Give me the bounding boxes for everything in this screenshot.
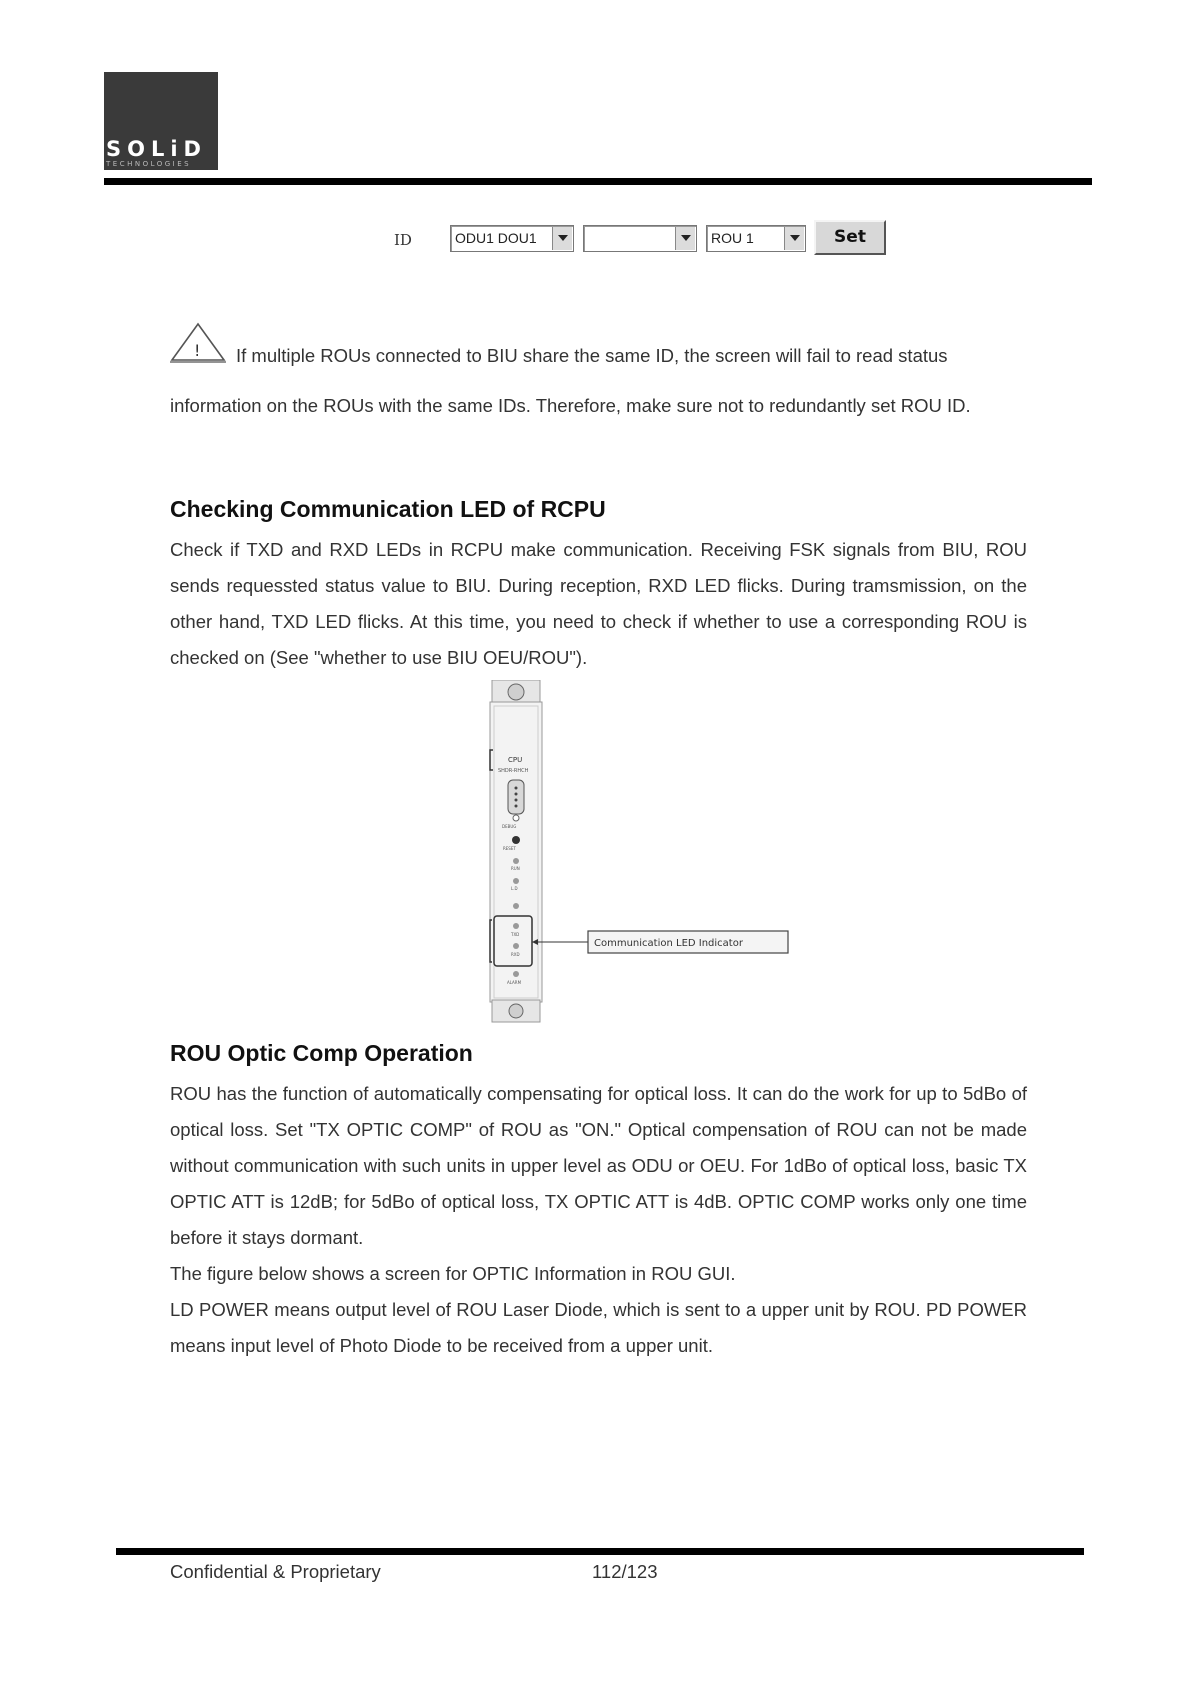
rcpu-module-figure bbox=[480, 680, 800, 1025]
chevron-down-icon[interactable] bbox=[784, 227, 804, 250]
rou-id-value: ROU 1 bbox=[711, 230, 754, 246]
oeu-id-select[interactable] bbox=[583, 225, 697, 252]
section-heading-optic-comp: ROU Optic Comp Operation bbox=[170, 1040, 473, 1066]
id-label: ID bbox=[394, 231, 412, 249]
module-model: SHDR-RHCH bbox=[498, 768, 529, 774]
section-heading-rcpu-led: Checking Communication LED of RCPU bbox=[170, 496, 606, 522]
warning-text-line1: If multiple ROUs connected to BIU share the same ID, the screen will fail to read status bbox=[236, 345, 948, 366]
rou-id-select[interactable] bbox=[706, 225, 806, 252]
ld-pd-description: LD POWER means output level of ROU Laser Diode, which is sent to a upper unit by ROU. PD POWER means input level of Photo Diode to be received from a upper unit. bbox=[170, 1299, 1027, 1356]
chevron-down-icon[interactable] bbox=[552, 227, 572, 250]
logo-subtitle: TECHNOLOGIES bbox=[106, 160, 192, 168]
chevron-down-icon[interactable] bbox=[675, 227, 695, 250]
figure-note: The figure below shows a screen for OPTIC Information in ROU GUI. bbox=[170, 1263, 736, 1284]
set-button[interactable]: Set bbox=[814, 220, 886, 255]
page-number: 112/123 bbox=[592, 1561, 658, 1582]
section-body-rcpu-led: Check if TXD and RXD LEDs in RCPU make communication. Receiving FSK signals from BIU, ROU sends requessted status value to BIU. During reception, RXD LED flicks. During tramsmission, on the other hand, TXD LED flicks. At this time, you need to check if whether to use a corresponding ROU is checked on (See "whether to use BIU OEU/ROU"). bbox=[170, 539, 1027, 668]
reset-label: RESET bbox=[503, 846, 516, 851]
debug-label: DEBUG bbox=[502, 824, 517, 829]
txd-led bbox=[513, 923, 519, 929]
callout-label: Communication LED Indicator bbox=[594, 938, 743, 949]
warning-text-line2: information on the ROUs with the same IDs. Therefore, make sure not to redundantly set ROU ID. bbox=[170, 395, 971, 416]
led-label-rxd: RXD bbox=[511, 952, 520, 957]
warning-triangle-icon bbox=[170, 322, 226, 364]
odu-id-value: ODU1 DOU1 bbox=[455, 230, 537, 246]
footer-confidential: Confidential & Proprietary bbox=[170, 1561, 381, 1582]
module-title: CPU bbox=[508, 756, 523, 764]
svg-text:!: ! bbox=[194, 341, 201, 360]
logo-wordmark: SOLiD bbox=[106, 137, 207, 161]
led-label-txd: TXD bbox=[511, 932, 520, 937]
footer-rule bbox=[116, 1548, 1084, 1555]
section-body-optic-comp: ROU has the function of automatically compensating for optical loss. It can do the work for up to 5dBo of optical loss. Set "TX OPTIC COMP" of ROU as "ON." Optical compensation of ROU can not be made without communication with such units in upper level as ODU or OEU. For 1dBo of optical loss, basic TX OPTIC ATT is 12dB; for 5dBo of optical loss, TX OPTIC ATT is 4dB. OPTIC COMP works only one time before it stays dormant. bbox=[170, 1083, 1027, 1248]
header-rule bbox=[104, 178, 1092, 185]
rxd-led bbox=[513, 943, 519, 949]
led-label-alarm: ALARM bbox=[507, 980, 522, 985]
odu-id-select[interactable] bbox=[450, 225, 574, 252]
led-label-ld: L.D bbox=[511, 886, 518, 891]
led-label-run: RUN bbox=[511, 866, 520, 871]
